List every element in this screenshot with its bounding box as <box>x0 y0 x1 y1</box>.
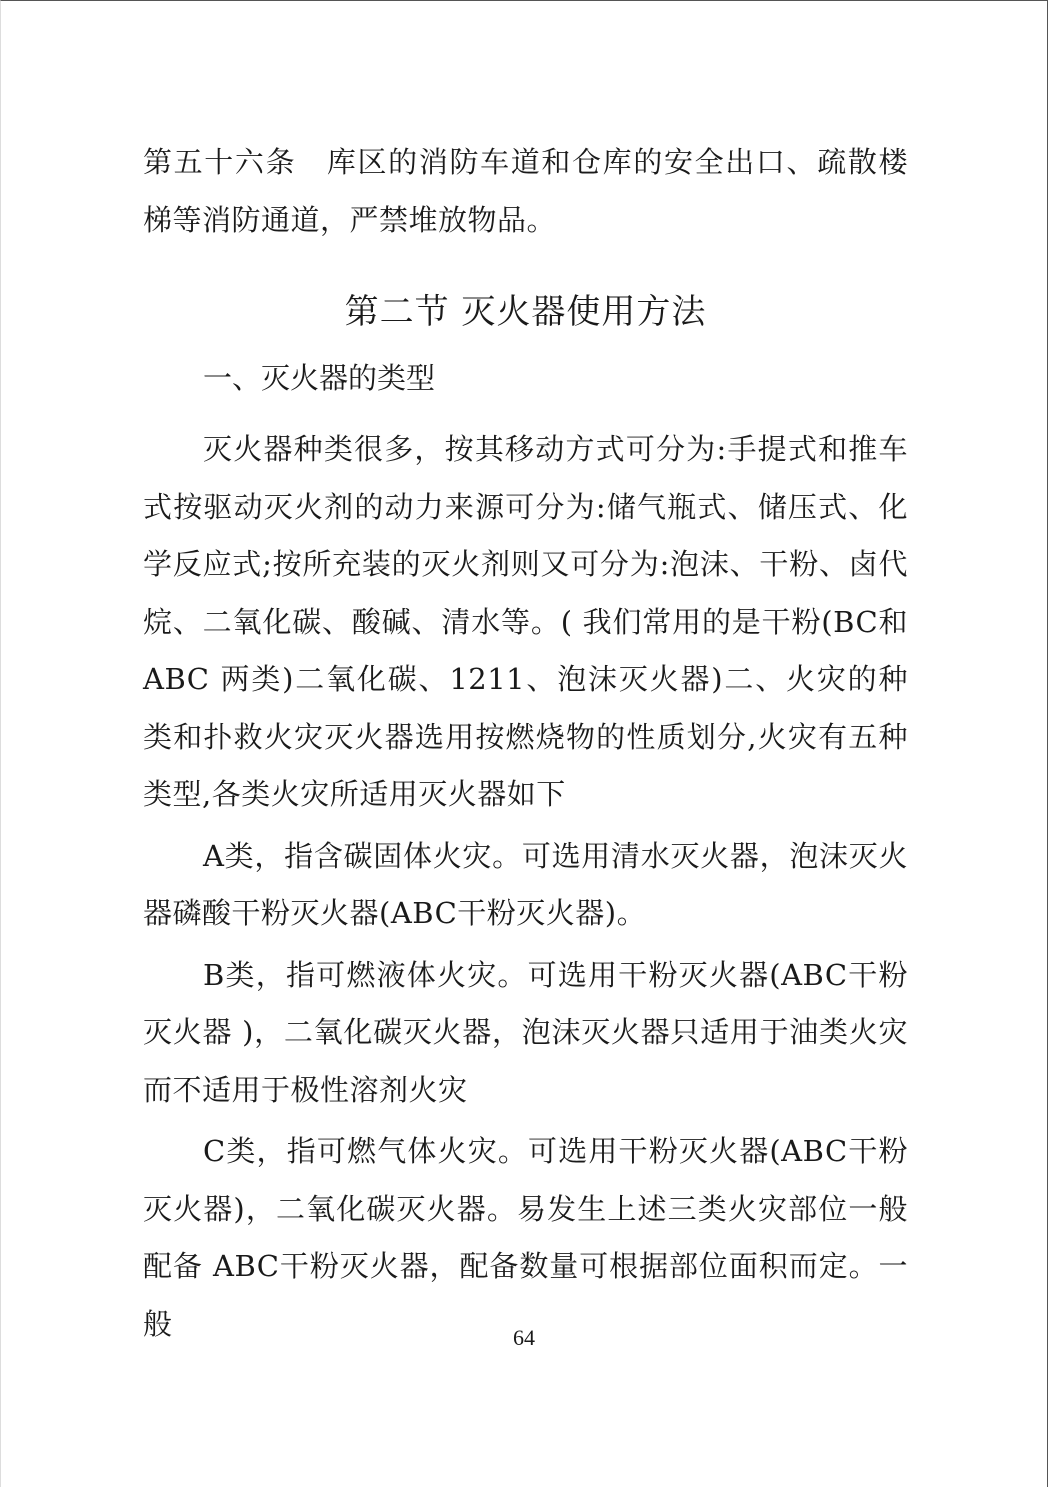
subheading-extinguisher-types: 一、灭火器的类型 <box>203 361 436 395</box>
section-title: 第二节 灭火器使用方法 <box>344 292 707 332</box>
article-56-text: 库区的消防车道和仓库的安全出口、疏散楼梯等消防通道，严禁堆放物品。 <box>143 145 908 237</box>
paragraph-class-c: C类，指可燃气体火灾。可选用干粉灭火器(ABC干粉灭火器)，二氧化碳灭火器。易发生上述三类火灾部位一般配备 ABC干粉灭火器，配备数量可根据部位面积而定。一般 <box>143 1134 908 1341</box>
article-56-label: 第五十六条 <box>143 145 297 179</box>
paragraph-class-b: B类，指可燃液体火灾。可选用干粉灭火器(ABC干粉灭火器 )，二氧化碳灭火器，泡沫灭火器只适用于油类火灾而不适用于极性溶剂火灾 <box>143 957 908 1107</box>
document-body <box>143 134 908 1353</box>
paragraph-class-a: A类，指含碳固体火灾。可选用清水灭火器，泡沫灭火器磷酸干粉灭火器(ABC干粉灭火器)。 <box>143 838 908 930</box>
paragraph-extinguisher-types: 灭火器种类很多，按其移动方式可分为:手提式和推车式按驱动灭火剂的动力来源可分为:储气瓶式、储压式、化学反应式;按所充装的灭火剂则又可分为:泡沫、干粉、卤代烷、二氧化碳、酸碱、清水等。( 我们常用的是干粉(BC和ABC 两类)二氧化碳、1211、泡沫灭火器)二、火灾的种类和扑救火灾灭火器选用按燃烧物的性质划分,火灾有五种类型,各类火灾所适用灭火器如下 <box>143 432 908 811</box>
page-number: 64 <box>513 1325 535 1350</box>
article-56 <box>143 134 908 249</box>
